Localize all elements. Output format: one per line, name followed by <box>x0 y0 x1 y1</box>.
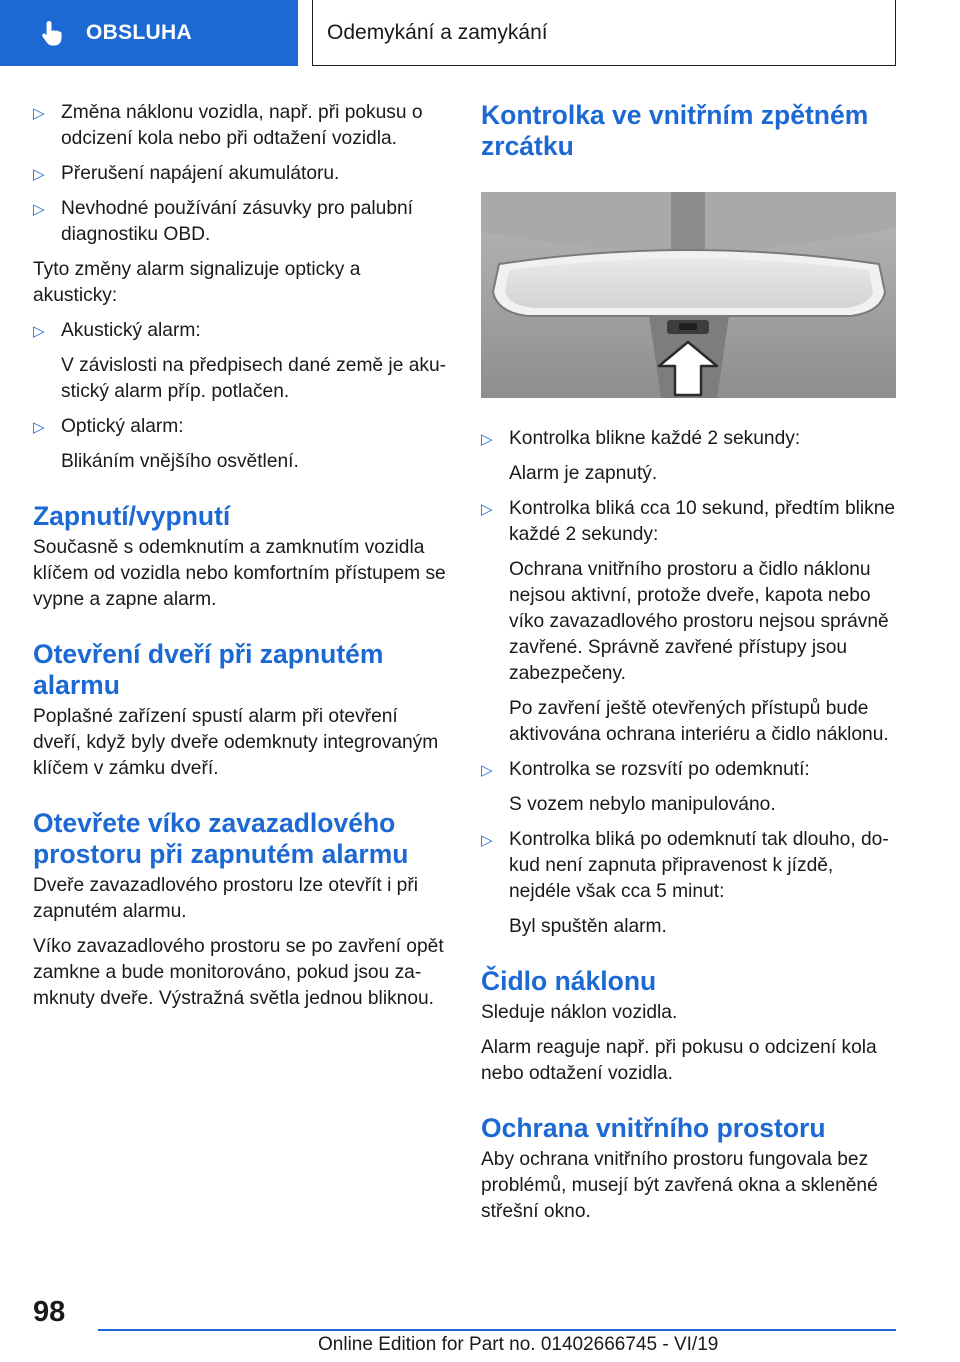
section-paragraph: Víko zavazadlového prostoru se po zavření opět zamkne a bude monitorováno, pokud jsou zamknuty dveře. Výstražná světla jednou bliknou. <box>33 936 444 1009</box>
chapter-tab-label: OBSLUHA <box>86 21 192 44</box>
list-item-detail: Ochrana vnitřního prostoru a čidlo náklonu nejsou aktivní, protože dveře, kapota nebo víko zavazadlového prostoru nejsou správně zavřené. Správně zavřené přístupy jsou zabezpečeny. <box>509 559 889 684</box>
list-item-detail: Byl spuštěn alarm. <box>509 916 667 937</box>
list-item-text: Optický alarm: <box>61 416 184 437</box>
triangle-bullet-icon: ▷ <box>33 166 45 183</box>
section-paragraph: Současně s odemknutím a zamknutím vozidla klíčem od vozidla nebo komfortním přístupem se vypne a zapne alarm. <box>33 537 446 610</box>
list-item <box>481 827 896 905</box>
triangle-bullet-icon: ▷ <box>481 832 493 849</box>
page-title: Odemykání a zamykání <box>327 20 548 44</box>
list-item <box>481 496 896 548</box>
section-paragraph: Aby ochrana vnitřního prostoru fungovala bez problémů, musejí být zavřená okna a skleněné střešní okno. <box>481 1149 878 1222</box>
list-item-text: Nevhodné používání zásuvky pro palubní diagnostiku OBD. <box>61 198 413 245</box>
section-heading-tilt-sensor: Čidlo náklonu <box>481 966 657 996</box>
triangle-bullet-icon: ▷ <box>33 419 45 436</box>
list-item-text: Kontrolka blikne každé 2 sekundy: <box>509 428 801 449</box>
list-item-detail: V závislosti na předpisech dané země je akustický alarm příp. potlačen. <box>61 355 447 402</box>
list-item-text: Kontrolka bliká cca 10 sekund, předtím blikne každé 2 sekundy: <box>509 498 896 545</box>
triangle-bullet-icon: ▷ <box>481 431 493 448</box>
footer-divider <box>98 1329 896 1331</box>
rear-view-mirror-image <box>481 192 896 398</box>
list-item-detail: Alarm je zapnutý. <box>509 463 658 484</box>
section-heading-indicator: Kontrolka ve vnitřním zpětném zrcátku <box>481 100 869 161</box>
list-item-text: Akustický alarm: <box>61 320 201 341</box>
alarm-signal-paragraph: Tyto změny alarm signalizuje opticky a akusticky: <box>33 259 361 306</box>
list-item-text: Kontrolka bliká po odemknutí tak dlouho, dokud není zapnuta připravenost k jízdě, nejdéle však cca 5 minut: <box>509 829 889 902</box>
list-item-text: Kontrolka se rozsvítí po odemknutí: <box>509 759 810 780</box>
section-heading-trunk: Otevřete víko zavazadlového prostoru při zapnutém alarmu <box>33 808 409 869</box>
right-column <box>481 100 896 1234</box>
section-heading-on-off: Zapnutí/vypnutí <box>33 501 231 531</box>
triangle-bullet-icon: ▷ <box>481 762 493 779</box>
chapter-tab[interactable] <box>0 0 298 66</box>
chapter-title-box <box>312 0 896 66</box>
page-number: 98 <box>33 1296 66 1328</box>
section-paragraph: Poplašné zařízení spustí alarm při otevření dveří, když byly dveře odemknuty integrovaným klíčem v zámku dveří. <box>33 706 439 779</box>
list-item <box>33 196 448 248</box>
list-item-detail: Blikáním vnějšího osvětlení. <box>61 451 299 472</box>
list-item-text: Změna náklonu vozidla, např. při pokusu o odcizení kola nebo při odtažení vozidla. <box>61 102 423 149</box>
triangle-bullet-icon: ▷ <box>33 323 45 340</box>
left-column <box>33 100 448 1021</box>
list-item-text: Přerušení napájení akumulátoru. <box>61 163 340 184</box>
triangle-bullet-icon: ▷ <box>481 501 493 518</box>
triangle-bullet-icon: ▷ <box>33 105 45 122</box>
list-item <box>481 426 896 452</box>
section-paragraph: Alarm reaguje např. při pokusu o odcizení kola nebo odtažení vozidla. <box>481 1037 877 1084</box>
list-item <box>33 414 448 440</box>
section-paragraph: Dveře zavazadlového prostoru lze otevřít i při zapnutém alarmu. <box>33 875 418 922</box>
list-item <box>481 757 896 783</box>
list-item <box>33 100 448 152</box>
footer-edition-text: Online Edition for Part no. 01402666745 - VI/19 <box>318 1334 719 1355</box>
section-paragraph: Sleduje náklon vozidla. <box>481 1002 678 1023</box>
list-item <box>33 318 448 344</box>
triangle-bullet-icon: ▷ <box>33 201 45 218</box>
list-item-detail: S vozem nebylo manipulováno. <box>509 794 776 815</box>
list-item-detail: Po zavření ještě otevřených přístupů bude aktivována ochrana interiéru a čidlo náklonu. <box>509 698 889 745</box>
section-heading-interior-protection: Ochrana vnitřního prostoru <box>481 1113 826 1143</box>
list-item <box>33 161 448 187</box>
hand-pointer-icon <box>38 18 68 48</box>
section-heading-doors: Otevření dveří při zapnutém alarmu <box>33 639 384 700</box>
